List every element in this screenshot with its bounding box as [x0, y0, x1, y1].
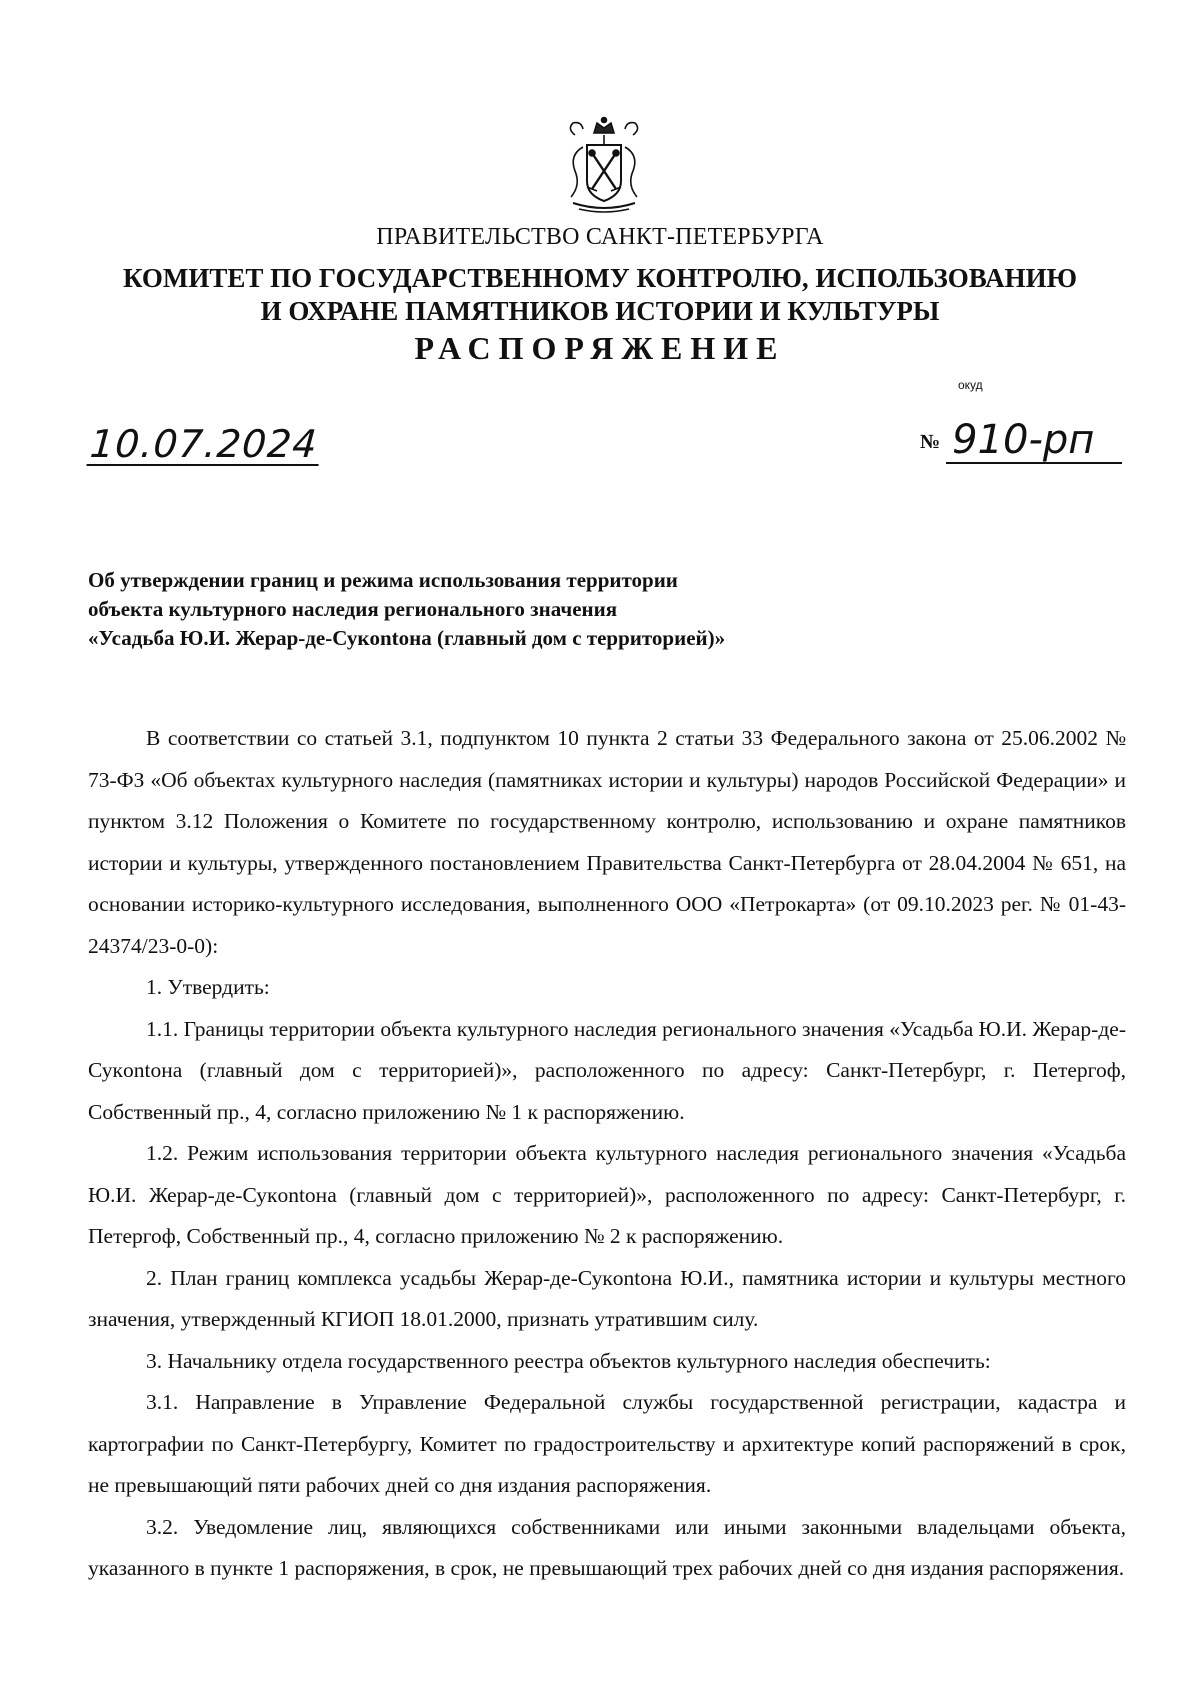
committee-name [0, 262, 1200, 328]
saint-petersburg-coat-of-arms-icon [561, 115, 647, 215]
clause-2: 2. План границ комплекса усадьбы Жерар-де-Сукontона Ю.И., памятника истории и культуры местного значения, утвержденный КГИОП 18.01.2000, признать утратившим силу. [88, 1265, 1126, 1331]
government-name: ПРАВИТЕЛЬСТВО САНКТ-ПЕТЕРБУРГА [376, 224, 824, 250]
document-number-field [920, 418, 1122, 464]
subject-line: Об утверждении границ и режима использования территории [88, 568, 678, 592]
subject-line: объекта культурного наследия регионального значения [88, 597, 618, 621]
document-body [88, 718, 1126, 1590]
clause-1-1: 1.1. Границы территории объекта культурного наследия регионального значения «Усадьба Ю.И. Жерар-де-Сукontона (главный дом с территорией)», расположенного по адресу: Санкт-Петербург, г. Петергоф, Собственный пр., 4, согласно приложению № 1 к распоряжению. [88, 1016, 1126, 1124]
preamble-paragraph: В соответствии со статьей 3.1, подпунктом 10 пункта 2 статьи 33 Федерального закона от 25.06.2002 № 73-ФЗ «Об объектах культурного наследия (памятниках истории и культуры) народов Российской Федерации» и пунктом 3.12 Положения о Комитете по государственному контролю, использованию и охране памятников истории и культуры, утвержденного постановлением Правительства Санкт-Петербурга от 28.04.2004 № 651, на основании историко-культурного исследования, выполненного ООО «Петрокарта» (от 09.10.2023 рег. № 01-43-24374/23-0-0): [88, 726, 1126, 958]
clause-3-1: 3.1. Направление в Управление Федеральной службы государственной регистрации, кадастра и картографии по Санкт-Петербургу, Комитет по градостроительству и архитектуре копий распоряжений в срок, не превышающий пяти рабочих дней со дня издания распоряжения. [88, 1390, 1126, 1497]
okud-label: окуд [958, 378, 983, 392]
document-type-title: РАСПОРЯЖЕНИЕ [414, 330, 786, 366]
clause-1-2: 1.2. Режим использования территории объекта культурного наследия регионального значения «Усадьба Ю.И. Жерар-де-Сукontона (главный дом с территорией)», расположенного по адресу: Санкт-Петербург, г. Петергоф, Собственный пр., 4, согласно приложению № 2 к распоряжению. [88, 1141, 1126, 1248]
clause-1: 1. Утвердить: [146, 975, 270, 999]
document-subject [88, 566, 888, 653]
document-date: 10.07.2024 [88, 422, 320, 466]
number-sign: № [920, 431, 941, 453]
document-number: 910-рп [946, 418, 1122, 464]
clause-3-2: 3.2. Уведомление лиц, являющихся собственниками или иными законными владельцами объекта, указанного в пункте 1 распоряжения, в срок, не превышающий трех рабочих дней со дня издания распоряжения. [88, 1514, 1126, 1580]
subject-line: «Усадьба Ю.И. Жерар-де-Сукontона (главный дом с территорией)» [88, 626, 726, 650]
committee-name-line1: КОМИТЕТ ПО ГОСУДАРСТВЕННОМУ КОНТРОЛЮ, ИСПОЛЬЗОВАНИЮ [123, 263, 1077, 293]
committee-name-line2: И ОХРАНЕ ПАМЯТНИКОВ ИСТОРИИ И КУЛЬТУРЫ [260, 296, 940, 326]
clause-3: 3. Начальнику отдела государственного реестра объектов культурного наследия обеспечить: [146, 1348, 991, 1373]
